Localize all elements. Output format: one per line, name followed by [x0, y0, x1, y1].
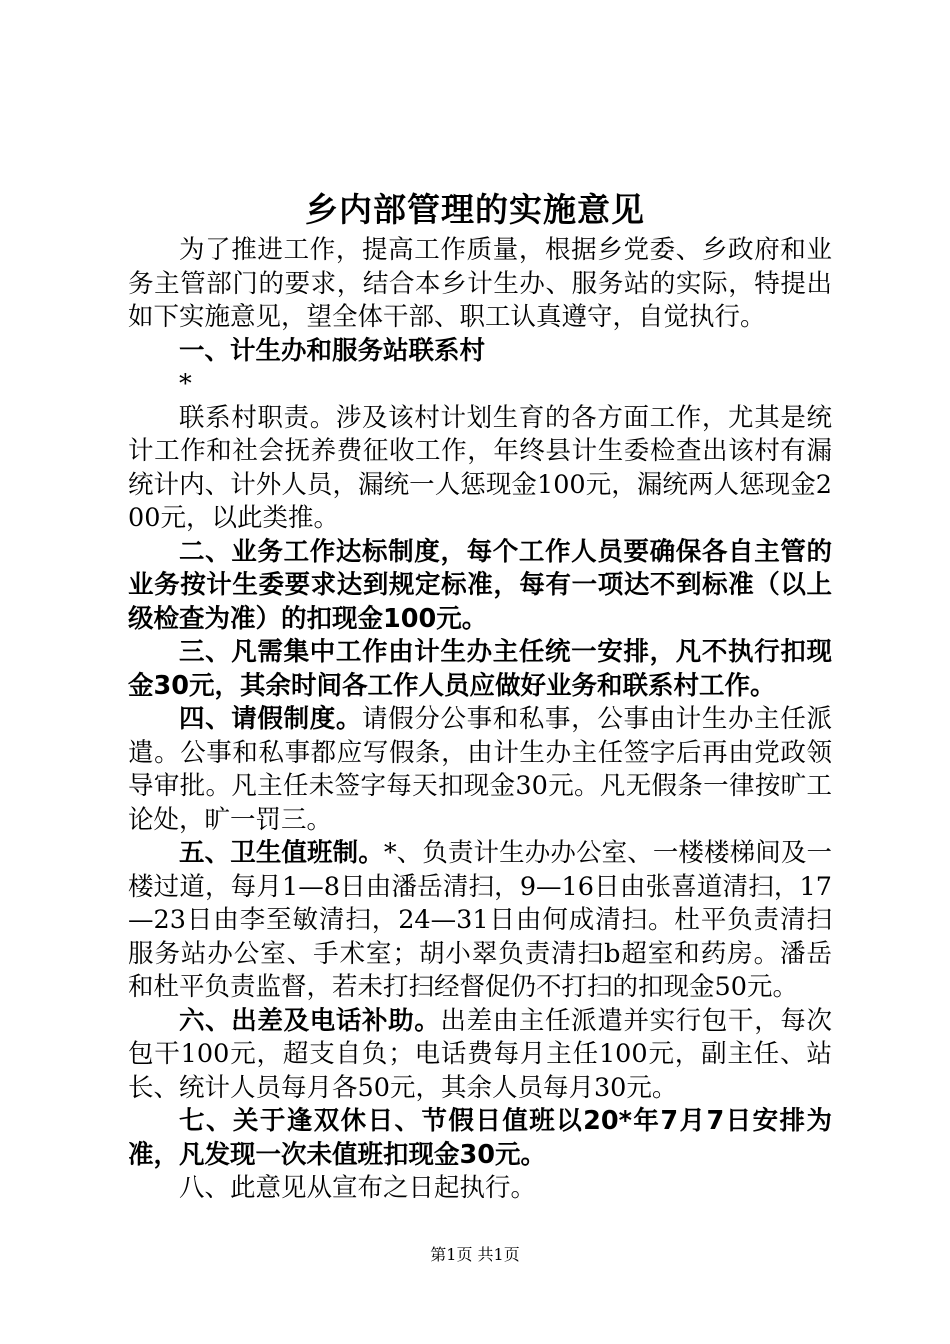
section-8-paragraph: 八、此意见从宣布之日起执行。 — [179, 1173, 537, 1203]
section-7-paragraph: 七、关于逢双休日、节假日值班以20*年7月7日安排为准，凡发现一次未值班扣现金30元。 — [128, 1106, 832, 1170]
section-5-body: *、负责计生办办公室、一楼楼梯间及一楼过道，每月1—8日由潘岳清扫，9—16日由张喜道清扫，17—23日由李至敏清扫，24—31日由何成清扫。杜平负责清扫服务站办公室、手术室；胡小翠负责清扫b超室和药房。潘岳和杜平负责监督，若未打扫经督促仍不打扫的扣现金50元。 — [128, 838, 832, 1002]
section-6-paragraph — [128, 1005, 832, 1106]
section-2-paragraph: 二、业务工作达标制度，每个工作人员要确保各自主管的业务按计生委要求达到规定标准，每有一项达不到标准（以上级检查为准）的扣现金100元。 — [128, 536, 832, 634]
section-6-lead: 六、出差及电话补助。 — [179, 1005, 441, 1036]
section-1-star: * — [179, 369, 192, 399]
section-6-body: 出差由主任派遣并实行包干，每次包干100元，超支自负；电话费每月主任100元，副主任、站长、统计人员每月各50元，其余人员每月30元。 — [128, 1005, 832, 1103]
section-4-body: 请假分公事和私事，公事由计生办主任派遣。公事和私事都应写假条，由计生办主任签字后再由党政领导审批。凡主任未签字每天扣现金30元。凡无假条一律按旷工论处，旷一罚三。 — [128, 704, 832, 835]
document-body — [128, 234, 832, 1206]
section-4-lead: 四、请假制度。 — [179, 704, 363, 734]
intro-paragraph: 为了推进工作，提高工作质量，根据乡党委、乡政府和业务主管部门的要求，结合本乡计生办、服务站的实际，特提出如下实施意见，望全体干部、职工认真遵守，自觉执行。 — [128, 235, 832, 332]
section-1-heading: 一、计生办和服务站联系村 — [179, 335, 486, 366]
section-5-lead: 五、卫生值班制。 — [179, 838, 384, 868]
document-title: 乡内部管理的实施意见 — [305, 190, 645, 229]
section-5-paragraph — [128, 837, 832, 1005]
page-footer: 第1页 共1页 — [430, 1245, 520, 1264]
section-4-paragraph — [128, 703, 832, 837]
section-3-paragraph: 三、凡需集中工作由计生办主任统一安排，凡不执行扣现金30元，其余时间各工作人员应做好业务和联系村工作。 — [128, 637, 832, 701]
section-1-body: 联系村职责。涉及该村计划生育的各方面工作，尤其是统计工作和社会抚养费征收工作，年终县计生委检查出该村有漏统计内、计外人员，漏统一人惩现金100元，漏统两人惩现金200元，以此类推。 — [128, 402, 832, 533]
